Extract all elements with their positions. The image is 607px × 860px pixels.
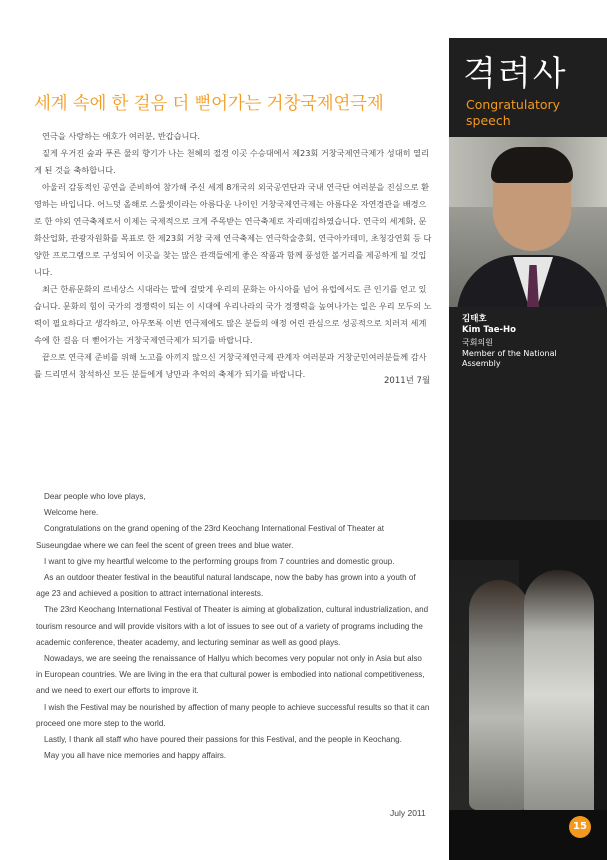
- speaker-role-en-2: Assembly: [462, 359, 501, 368]
- english-paragraph: May you all have nice memories and happy affairs.: [44, 751, 227, 761]
- speaker-role-en-1: Member of the National: [462, 348, 557, 358]
- english-paragraph: The 23rd Keochang International Festival of Theater is aiming at globalization, cultural industrialization, and tourism resource and will provide visitors with a lot of issues to see out of a variety of programs including the academic conference, theater academy, and lecturing seminar as well as good plays.: [36, 605, 429, 647]
- page-number-badge: 15: [569, 816, 591, 838]
- english-paragraph: As an outdoor theater festival in the beautiful natural landscape, now the baby has grown into a youth of age 23 and achieved a position to attract international interests.: [36, 573, 416, 599]
- speaker-name: [462, 314, 516, 336]
- english-paragraph: Lastly, I thank all staff who have poured their passions for this Festival, and the people in Keochang.: [44, 735, 402, 745]
- korean-paragraph: 끝으로 연극제 준비를 위해 노고를 아끼지 않으신 거창국제연극제 관계자 여러분과 거창군민여러분들께 감사를 드리면서 참석하신 모든 분들에게 낭만과 추억의 축제가 되기를 바랍니다.: [34, 352, 427, 379]
- english-paragraph: Welcome here.: [44, 508, 99, 518]
- theater-stage-photo: [449, 520, 607, 860]
- korean-paragraph: 연극을 사랑하는 애호가 여러분, 반갑습니다.: [42, 131, 200, 141]
- english-paragraph: I want to give my heartful welcome to the performing groups from 7 countries and domestic group.: [44, 556, 395, 566]
- korean-paragraph: 아울러 감동적인 공연을 준비하여 참가해 주신 세계 8개국의 외국공연단과 국내 연극단 여러분을 진심으로 환영하는 바입니다. 어느덧 올해로 스물셋이라는 아름다운 나이인 거창국제연극제는 아름다운 자연경관을 배경으로 한 야외 연극축제로서 이제는 국제적으로 크게 주목받는 연극축제로 자리매김하였습니다. 연극의 세계화, 문화산업화, 관광자원화를 목표로 한 제23회 거창 국제 연극축제는 연극학술총회, 연극아카데미, 초청강연회 등 다양한 프로그램으로 구성되어 이곳을 찾는 많은 관객들에게 좋은 작품과 함께 풍성한 볼거리를 제공하게 될 것입니다.: [34, 182, 432, 277]
- korean-paragraph: 짙게 우거진 숲과 푸른 물의 향기가 나는 천혜의 절경 이곳 수승대에서 제23회 거창국제연극제가 성대히 열리게 된 것을 축하합니다.: [34, 148, 429, 175]
- english-paragraph: I wish the Festival may be nourished by affection of many people to achieve successful results so that it can proceed one more step to the world.: [36, 702, 430, 728]
- korean-date: 2011년 7월: [384, 376, 431, 386]
- english-date: July 2011: [390, 808, 426, 818]
- english-paragraph: Nowadays, we are seeing the renaissance of Hallyu which becomes very popular not only in Asia but also in European countries. We are living in the era that cultural power is embodied into national competitiveness, and we need to exert our efforts to improve it.: [36, 654, 425, 696]
- english-paragraph: Dear people who love plays,: [44, 492, 146, 501]
- subtitle-line-2: speech: [466, 113, 511, 128]
- speaker-portrait-photo: [449, 137, 607, 307]
- english-paragraph: Congratulations on the grand opening of the 23rd Keochang International Festival of Theater at Suseungdae where we can feel the scent of green trees and blue water.: [36, 524, 385, 550]
- speaker-role-ko: 국회의원: [462, 338, 493, 347]
- english-body: [36, 489, 430, 764]
- speaker-name-ko: 김태호: [462, 314, 487, 324]
- section-title: 격려사: [463, 54, 568, 94]
- subtitle-line-1: Congratulatory: [466, 97, 561, 112]
- korean-paragraph: 최근 한류문화의 르네상스 시대라는 말에 걸맞게 우리의 문화는 아시아를 넘어 유럽에서도 큰 인기를 얻고 있습니다. 문화의 힘이 국가의 경쟁력이 되는 이 시대에 우리나라의 국가 경쟁력을 높여나가는 일은 우리 모두의 노력이 필요하다고 생각하고, 아무쪼록 이번 연극제에도 많은 분들의 애정 어린 관심으로 성공적으로 치러져 세계 속에 한 걸음 더 뻗어가는 거창국제연극제가 되기를 바랍니다.: [34, 284, 432, 345]
- korean-headline: 세계 속에 한 걸음 더 뻗어가는 거창국제연극제: [34, 94, 384, 114]
- section-subtitle: [466, 97, 560, 129]
- korean-body: [34, 128, 434, 383]
- speaker-name-en: Kim Tae-Ho: [462, 325, 517, 335]
- speaker-role: [462, 338, 557, 370]
